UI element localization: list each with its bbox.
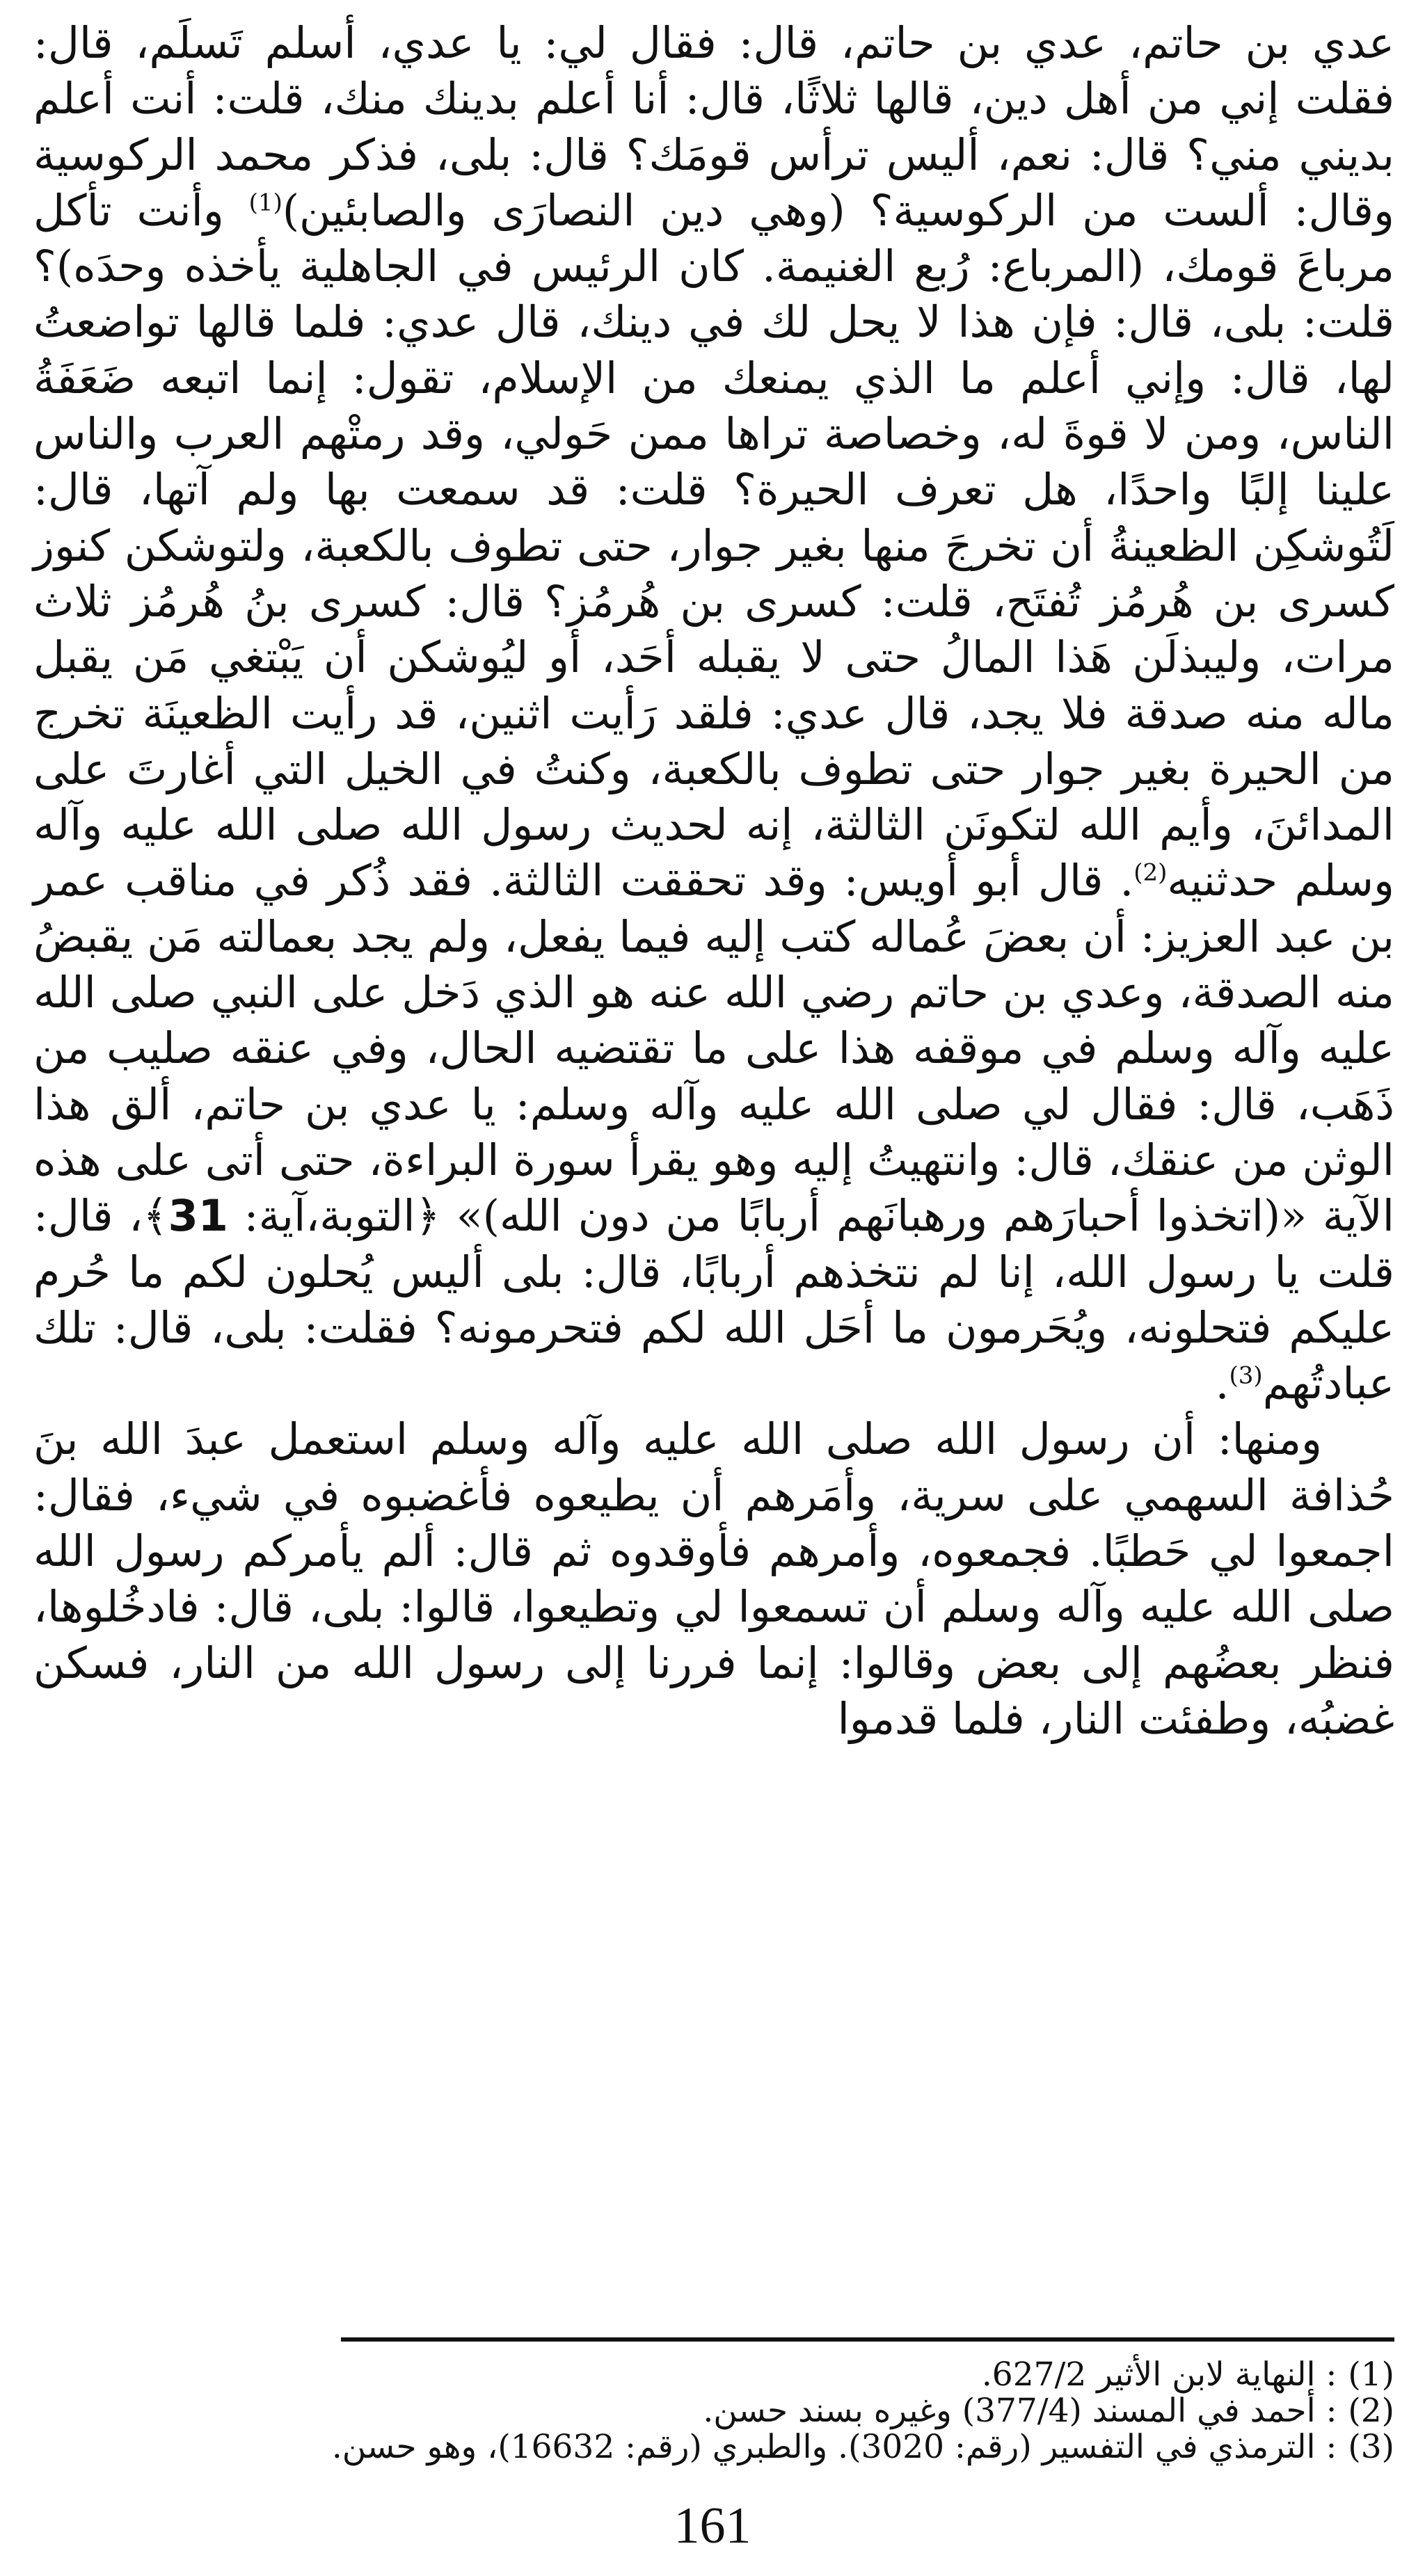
footnote-text: : النهاية لابن الأثير 627/2. <box>981 2355 1337 2394</box>
footnote-text: : الترمذي في التفسير (رقم: 3020). والطبري (رقم: 16632)، وهو حسن. <box>331 2428 1337 2466</box>
paragraph-1-part-4: ﴾، قال: قلت يا رسول الله، إنا لم نتخذهم أربابًا، قال: بلى أليس يُحلون لكم ما حُرم عليكم فتحلونه، ويُحَرمون ما أحَل الله لكم فتحرمونه؟ فقلت: بلى، قال: تلك عبادتُهم <box>33 1190 1394 1409</box>
paragraph-1 <box>33 15 1394 1411</box>
paragraph-1-part-3: . قال أبو أويس: وقد تحققت الثالثة. فقد ذُكر في مناقب عمر بن عبد العزيز: أن بعضَ عُماله كتب إليه فيما يفعل، ولم يجد بعمالته مَن يقبضُ منه الصدقة، وعدي بن حاتم رضي الله عنه هو الذي دَخل على النبي صلى الله عليه وآله وسلم في موقفه هذا على ما تقتضيه الحال، وفي عنقه صليب من ذَهَب، قال: فقال لي صلى الله عليه وآله وسلم: يا عدي بن حاتم، ألق هذا الوثن من عنقك، قال: وانتهيتُ إليه وهو يقرأ سورة البراءة، حتى أتى على هذه الآية «(اتخذوا أحبارَهم ورهبانَهم أربابًا من دون الله)» ﴿التوبة،آية: <box>33 855 1395 1242</box>
footnote-3 <box>33 2429 1394 2465</box>
quran-verse-number: 31 <box>168 1190 228 1242</box>
footnote-divider <box>341 2337 1394 2342</box>
paragraph-1-part-2: وأنت تأكل مرباعَ قومك، (المرباع: رُبع الغنيمة. كان الرئيس في الجاهلية يأخذه وحدَه)؟ قلت: بلى، قال: فإن هذا لا يحل لك في دينك، قال عدي: فلما قالها تواضعتُ لها، قال: وإني أعلم ما الذي يمنعك من الإسلام، تقول: إنما اتبعه ضَعَفَةُ الناس، ومن لا قوةَ له، وخصاصة تراها ممن حَولي، وقد رمتْهم العرب والناس علينا إلبًا واحدًا، هل تعرف الحيرة؟ قلت: قد سمعت بها ولم آتها، قال: لَتُوشكِن الظعينةُ أن تخرجَ منها بغير جوار، حتى تطوف بالكعبة، ولتوشكن كنوز كسرى بن هُرمُز تُفتَح، قلت: كسرى بن هُرمُز؟ قال: كسرى بنُ هُرمُز ثلاث مرات، وليبذلَن هَذا المالُ حتى لا يقبله أحَد، أو ليُوشكن أن يَبْتغي مَن يقبل ماله منه صدقة فلا يجد، قال عدي: فلقد رَأيت اثنين، قد رأيت الظعينَة تخرج من الحيرة بغير جوار حتى تطوف بالكعبة، وكنتُ في الخيل التي أغارتَ على المدائنَ، وأيم الله لتكونَن الثالثة، إنه لحديث رسول الله صلى الله عليه وآله وسلم حدثنيه <box>33 184 1395 906</box>
footnotes-section <box>33 2357 1394 2465</box>
footnote-marker: (2) <box>1348 2392 1394 2430</box>
footnote-marker: (3) <box>1348 2428 1394 2466</box>
main-text <box>33 15 1394 1747</box>
footnote-marker: (1) <box>1348 2355 1394 2394</box>
footnote-2 <box>33 2393 1394 2429</box>
paragraph-2: ومنها: أن رسول الله صلى الله عليه وآله وسلم استعمل عبدَ الله بنَ حُذافة السهمي على سرية، وأمَرهم أن يطيعوه فأغضبوه في شيء، فقال: اجمعوا لي حَطبًا. فجمعوه، وأمرهم فأوقدوه ثم قال: ألم يأمركم رسول الله صلى الله عليه وآله وسلم أن تسمعوا لي وتطيعوا، قالوا: بلى، قال: فادخُلوها، فنظر بعضُهم إلى بعض وقالوا: إنما فررنا إلى رسول الله من النار، فسكن غضبُه، وطفئت النار، فلما قدموا <box>33 1414 1394 1744</box>
footnote-ref-2: (2) <box>1133 858 1168 887</box>
paragraph-1-part-1: عدي بن حاتم، عدي بن حاتم، قال: فقال لي: يا عدي، أسلم تَسلَم، قال: فقلت إني من أهل دين، قالها ثلاثًا، قال: أنا أعلم بدينك منك، قلت: أنت أعلم بديني مني؟ قال: نعم، أليس ترأس قومَك؟ قال: بلى، فذكر محمد الركوسية وقال: ألست من الركوسية؟ (وهي دين النصارَى والصابئين) <box>33 17 1394 236</box>
page-number: 161 <box>674 2497 751 2554</box>
footnote-text: : أحمد في المسند (377/4) وغيره بسند حسن. <box>703 2392 1337 2430</box>
footnote-ref-3: (3) <box>1229 1361 1263 1390</box>
footnote-ref-1: (1) <box>248 189 282 217</box>
footnote-1 <box>33 2357 1394 2393</box>
paragraph-1-part-5: . <box>1215 1358 1229 1409</box>
